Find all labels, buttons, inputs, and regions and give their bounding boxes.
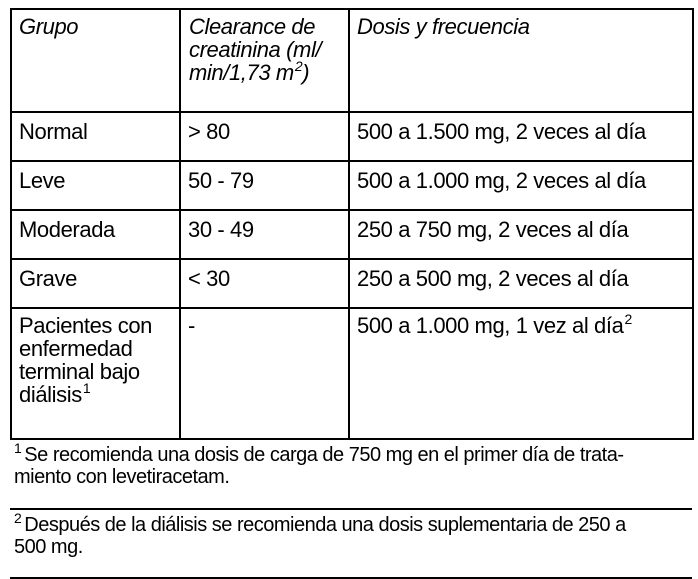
dosage-table	[10, 8, 694, 440]
footnote-2	[10, 510, 692, 579]
footnote-ref-1: 1	[82, 380, 91, 396]
cell-group: Leve	[11, 161, 180, 210]
header-group: Grupo	[11, 9, 180, 112]
cell-group: Normal	[11, 112, 180, 161]
table-row	[11, 112, 693, 161]
dialysis-group-line4: diálisis	[19, 382, 82, 407]
dialysis-dose-text: 500 a 1.000 mg, 1 vez al día	[357, 313, 624, 338]
cell-dose: 500 a 1.500 mg, 2 veces al día	[349, 112, 693, 161]
cell-clearance: < 30	[180, 259, 349, 308]
header-clearance-line1: Clearance de	[189, 14, 316, 39]
cell-clearance: 30 - 49	[180, 210, 349, 259]
cell-dose: 250 a 500 mg, 2 veces al día	[349, 259, 693, 308]
header-clearance-line2: creatinina (ml/	[189, 37, 322, 62]
cell-clearance: 50 - 79	[180, 161, 349, 210]
cell-group: Grave	[11, 259, 180, 308]
header-clearance-superscript: 2	[294, 58, 303, 74]
header-clearance	[180, 9, 349, 112]
table-row	[11, 161, 693, 210]
footnote-1-text: Se recomienda una dosis de carga de 750 mg en el primer día de trata-	[24, 444, 624, 466]
cell-dose: 250 a 750 mg, 2 veces al día	[349, 210, 693, 259]
footnote-2-mark: 2	[14, 510, 22, 526]
cell-group-dialysis	[11, 308, 180, 439]
header-clearance-close: )	[302, 60, 310, 85]
table-header-row	[11, 9, 693, 112]
cell-clearance: > 80	[180, 112, 349, 161]
cell-dose: 500 a 1.000 mg, 2 veces al día	[349, 161, 693, 210]
dosage-document	[10, 8, 692, 579]
header-dose: Dosis y frecuencia	[349, 9, 693, 112]
footnote-2-text-cont: 500 mg.	[14, 536, 83, 558]
cell-group: Moderada	[11, 210, 180, 259]
dialysis-group-line1: Pacientes con	[19, 313, 152, 338]
table-row	[11, 259, 693, 308]
footnote-ref-2: 2	[624, 311, 632, 327]
cell-clearance-dialysis: -	[180, 308, 349, 439]
header-clearance-line3: min/1,73 m	[189, 60, 294, 85]
dialysis-group-line3: terminal bajo	[19, 359, 140, 384]
table-row	[11, 210, 693, 259]
dialysis-group-line2: enfermedad	[19, 336, 133, 361]
table-row-dialysis	[11, 308, 693, 439]
footnote-1	[10, 440, 692, 510]
footnote-1-text-cont: miento con levetiracetam.	[14, 466, 230, 488]
footnote-2-text: Después de la diálisis se recomienda una dosis suplementaria de 250 a	[24, 514, 626, 536]
cell-dose-dialysis	[349, 308, 693, 439]
footnote-1-mark: 1	[14, 440, 22, 456]
